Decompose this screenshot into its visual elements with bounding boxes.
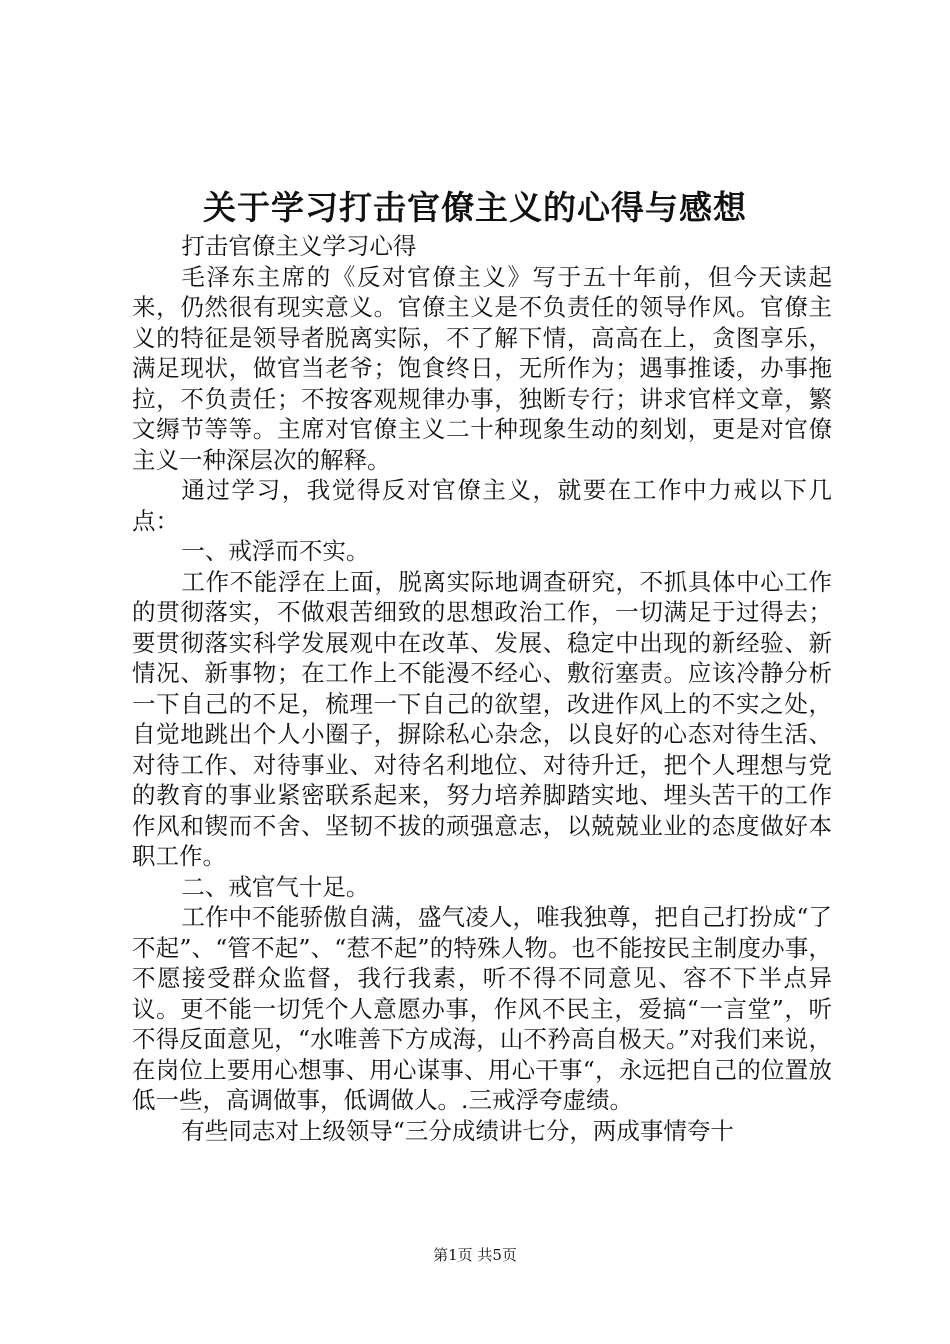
body-paragraph: 毛泽东主席的《反对官僚主义》写于五十年前，但今天读起来，仍然很有现实意义。官僚主义是不负责任的领导作风。官僚主义的特征是领导者脱离实际，不了解下情，高高在上，贪图享乐，满足现状，做官当老爷；饱食终日，无所作为；遇事推诿，办事拖拉，不负责任；不按客观规律办事，独断专行；讲求官样文章，繁文缛节等等。主席对官僚主义二十种现象生动的刻划，更是对官僚主义一种深层次的解释。 — [132, 262, 832, 474]
document-body — [132, 231, 832, 1146]
page-number-footer: 第1页 共5页 — [433, 1246, 517, 1264]
document-title: 关于学习打击官僚主义的心得与感想 — [203, 188, 747, 227]
subtitle-paragraph: 打击官僚主义学习心得 — [181, 232, 417, 260]
section-heading: 二、戒官气十足。 — [181, 872, 370, 901]
body-paragraph: 通过学习，我觉得反对官僚主义，就要在工作中力戒以下几点： — [132, 476, 832, 535]
section-heading: 一、戒浮而不实。 — [181, 537, 370, 565]
body-paragraph: 有些同志对上级领导“三分成绩讲七分，两成事情夸十 — [181, 1116, 734, 1145]
body-paragraph: 工作不能浮在上面，脱离实际地调查研究，不抓具体中心工作的贯彻落实，不做艰苦细致的思想政治工作，一切满足于过得去；要贯彻落实科学发展观中在改革、发展、稳定中出现的新经验、新情况、新事物；在工作上不能漫不经心、敷衍塞责。应该冷静分析一下自己的不足，梳理一下自己的欲望，改进作风上的不实之处，自觉地跳出个人小圈子，摒除私心杂念，以良好的心态对待生活、对待工作、对待事业、对待名利地位、对待升迁，把个人理想与党的教育的事业紧密联系起来，努力培养脚踏实地、埋头苦干的工作作风和锲而不舍、坚韧不拔的顽强意志，以兢兢业业的态度做好本职工作。 — [132, 567, 832, 870]
body-paragraph: 工作中不能骄傲自满，盛气凌人，唯我独尊，把自己打扮成“了不起”、“管不起”、“惹不起”的特殊人物。也不能按民主制度办事，不愿接受群众监督，我行我素，听不得不同意见、容不下半点异议。更不能一切凭个人意愿办事，作风不民主，爱搞“一言堂”，听不得反面意见，“水唯善下方成海，山不矜高自极天。”对我们来说，在岗位上要用心想事、用心谋事、用心干事“，永远把自己的位置放低一些，高调做事，低调做人。.三戒浮夸虚绩。 — [132, 903, 832, 1114]
